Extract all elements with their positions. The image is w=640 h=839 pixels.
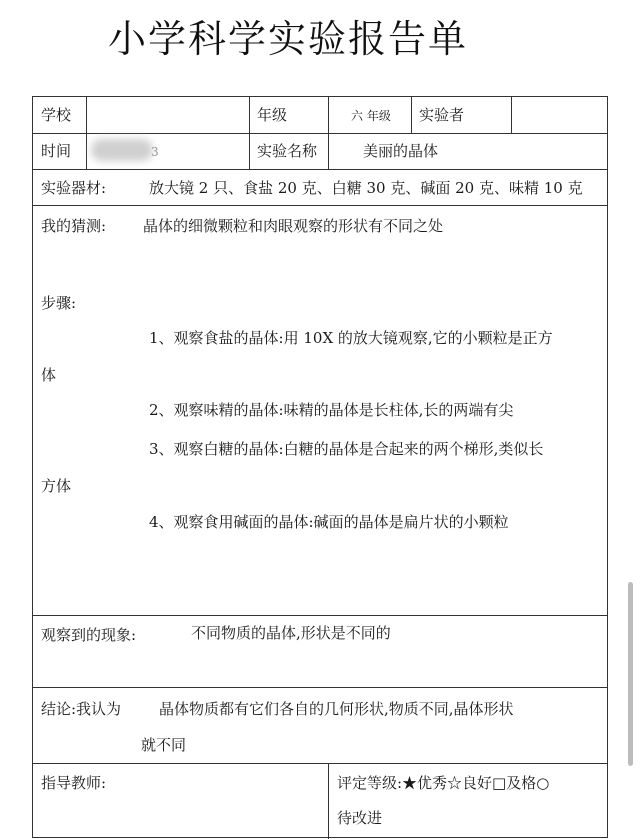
step-1: 1、观察食盐的晶体:用 10X 的放大镜观察,它的小颗粒是正方 [149, 329, 553, 347]
col-divider [86, 97, 87, 169]
experiment-name-label: 实验名称 [257, 142, 318, 160]
row-divider [33, 133, 607, 134]
time-label: 时间 [41, 142, 72, 160]
observation-value: 不同物质的晶体,形状是不同的 [191, 624, 391, 642]
teacher-label: 指导教师: [41, 774, 107, 792]
step-4: 4、观察食用碱面的晶体:碱面的晶体是扁片状的小颗粒 [149, 513, 509, 531]
school-label: 学校 [41, 106, 72, 124]
steps-label: 步骤: [41, 294, 77, 312]
experiment-name-field[interactable]: 美丽的晶体 [363, 142, 439, 160]
rating-options-continued: 待改进 [337, 809, 383, 827]
page-title: 小学科学实验报告单 [108, 17, 469, 61]
scrollbar[interactable] [628, 582, 633, 766]
step-3: 3、观察白糖的晶体:白糖的晶体是合起来的两个梯形,类似长 [149, 440, 544, 458]
observation-label: 观察到的现象: [41, 626, 137, 644]
row-divider [33, 205, 607, 206]
step-3-continued: 方体 [41, 477, 72, 495]
conclusion-label: 结论:我认为 [41, 700, 122, 718]
guess-label: 我的猜测: [41, 217, 107, 235]
col-divider [328, 763, 329, 839]
row-divider [33, 687, 607, 688]
col-divider [511, 97, 512, 133]
materials-label: 实验器材: [41, 179, 107, 197]
experimenter-label: 实验者 [419, 106, 465, 124]
time-field[interactable]: 3 [151, 145, 159, 159]
redacted-date-blur [91, 139, 153, 161]
guess-value: 晶体的细微颗粒和肉眼观察的形状有不同之处 [143, 217, 444, 235]
grade-field[interactable]: 六 年级 [351, 109, 391, 123]
row-divider [33, 169, 607, 170]
row-divider [33, 763, 607, 764]
col-divider [249, 97, 250, 169]
col-divider [328, 97, 329, 169]
materials-value: 放大镜 2 只、食盐 20 克、白糖 30 克、碱面 20 克、味精 10 克 [149, 179, 583, 197]
report-table [32, 96, 608, 838]
col-divider [411, 97, 412, 133]
row-divider [33, 615, 607, 616]
rating-options: 评定等级:★优秀☆良好□及格○ [337, 774, 550, 792]
step-1-continued: 体 [41, 366, 57, 384]
step-2: 2、观察味精的晶体:味精的晶体是长柱体,长的两端有尖 [149, 401, 514, 419]
conclusion-value-continued: 就不同 [141, 736, 187, 754]
grade-label: 年级 [257, 106, 288, 124]
conclusion-value: 晶体物质都有它们各自的几何形状,物质不同,晶体形状 [159, 700, 514, 718]
